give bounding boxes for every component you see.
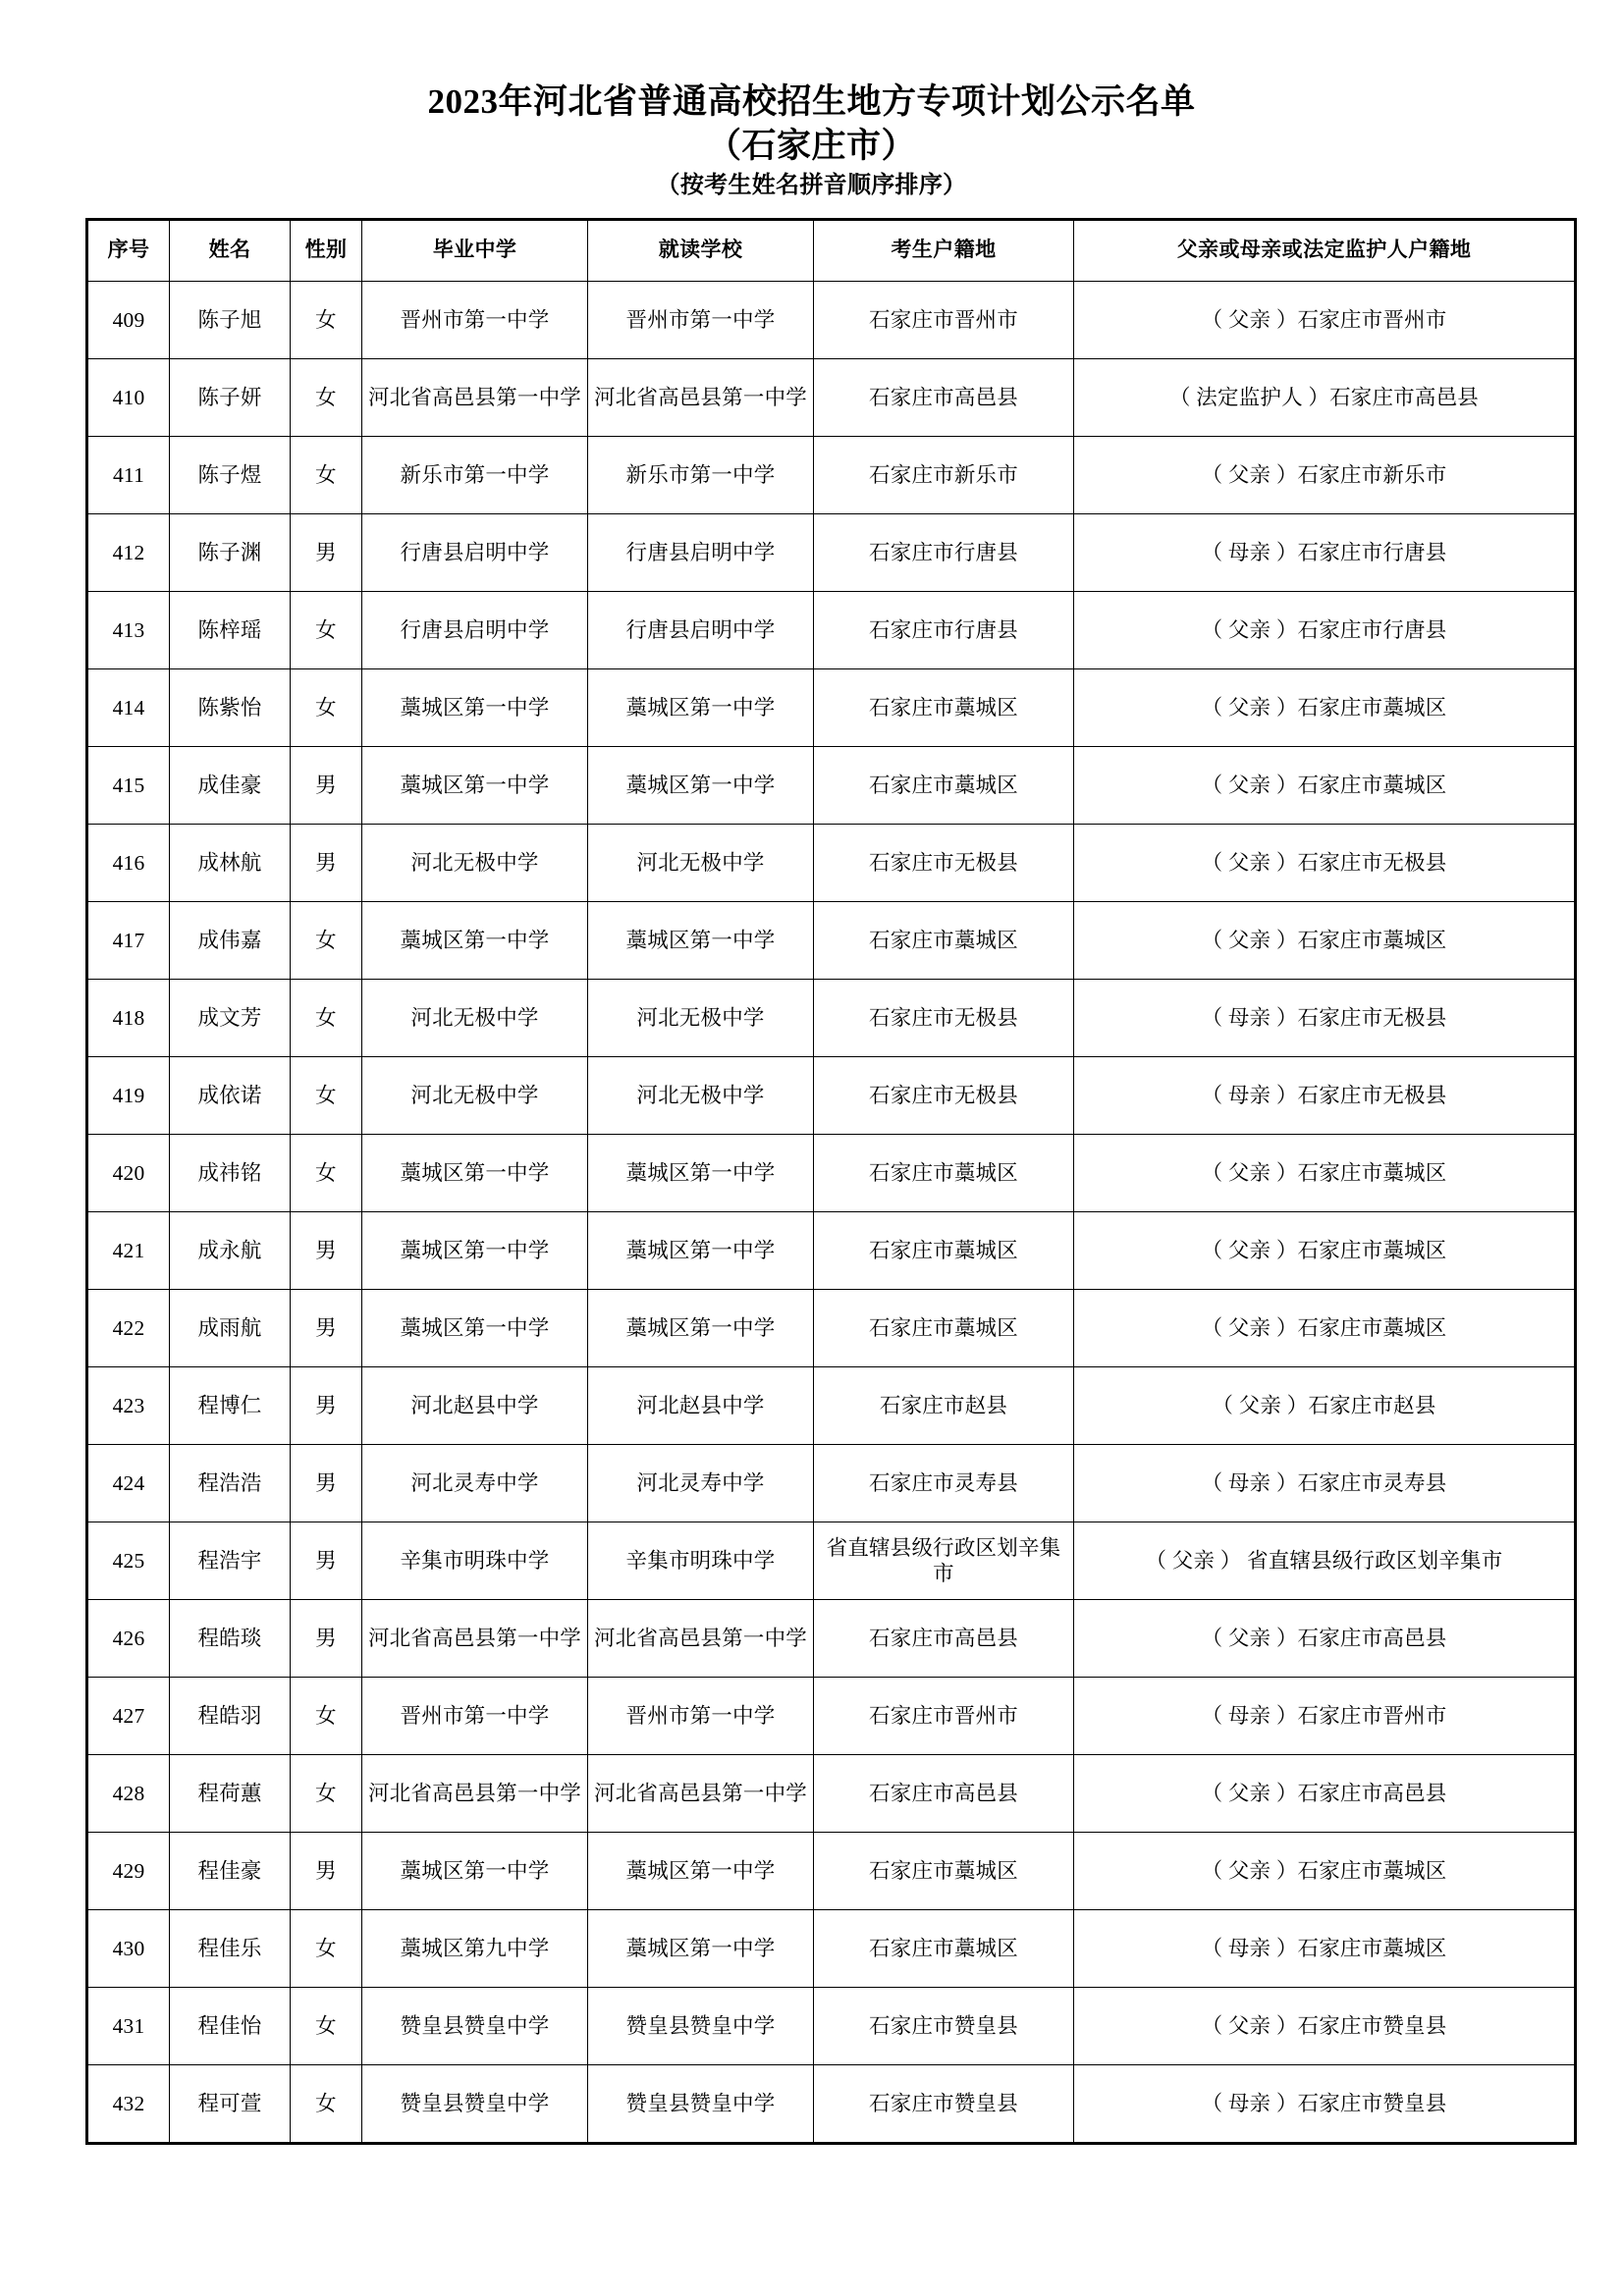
cell-study-school: 河北无极中学 (588, 824, 814, 901)
cell-candidate-domicile: 石家庄市藁城区 (814, 746, 1074, 824)
cell-guardian-domicile: （ 父亲 ）石家庄市藁城区 (1074, 901, 1576, 979)
cell-gender: 男 (291, 1289, 362, 1366)
table-row (87, 2064, 1576, 2143)
cell-guardian-domicile: （ 母亲 ）石家庄市无极县 (1074, 1056, 1576, 1134)
cell-candidate-domicile: 石家庄市行唐县 (814, 513, 1074, 591)
cell-guardian-domicile: （ 母亲 ）石家庄市灵寿县 (1074, 1444, 1576, 1522)
cell-index: 427 (87, 1677, 170, 1754)
cell-graduated-school: 藁城区第一中学 (362, 1211, 588, 1289)
cell-guardian-domicile: （ 父亲 ）石家庄市新乐市 (1074, 436, 1576, 513)
cell-name: 程佳乐 (170, 1909, 291, 1987)
cell-name: 成依诺 (170, 1056, 291, 1134)
table-row (87, 1987, 1576, 2064)
table-row (87, 1134, 1576, 1211)
cell-index: 423 (87, 1366, 170, 1444)
cell-study-school: 赞皇县赞皇中学 (588, 1987, 814, 2064)
cell-gender: 女 (291, 2064, 362, 2143)
cell-graduated-school: 河北无极中学 (362, 824, 588, 901)
table-row (87, 281, 1576, 358)
cell-index: 420 (87, 1134, 170, 1211)
cell-candidate-domicile: 石家庄市高邑县 (814, 1599, 1074, 1677)
cell-gender: 女 (291, 1677, 362, 1754)
cell-graduated-school: 行唐县启明中学 (362, 591, 588, 668)
cell-study-school: 河北省高邑县第一中学 (588, 1599, 814, 1677)
cell-guardian-domicile: （ 法定监护人 ）石家庄市高邑县 (1074, 358, 1576, 436)
cell-guardian-domicile: （ 父亲 ）石家庄市藁城区 (1074, 1289, 1576, 1366)
cell-gender: 男 (291, 1444, 362, 1522)
cell-candidate-domicile: 石家庄市无极县 (814, 1056, 1074, 1134)
cell-name: 陈梓瑶 (170, 591, 291, 668)
cell-guardian-domicile: （ 父亲 ）石家庄市藁城区 (1074, 1211, 1576, 1289)
cell-graduated-school: 河北省高邑县第一中学 (362, 1599, 588, 1677)
cell-study-school: 藁城区第一中学 (588, 901, 814, 979)
table-row (87, 1832, 1576, 1909)
cell-candidate-domicile: 石家庄市无极县 (814, 824, 1074, 901)
cell-name: 成永航 (170, 1211, 291, 1289)
cell-study-school: 藁城区第一中学 (588, 1134, 814, 1211)
cell-name: 程浩浩 (170, 1444, 291, 1522)
cell-gender: 女 (291, 436, 362, 513)
cell-gender: 女 (291, 1909, 362, 1987)
cell-name: 程博仁 (170, 1366, 291, 1444)
cell-graduated-school: 藁城区第一中学 (362, 746, 588, 824)
table-row (87, 668, 1576, 746)
cell-index: 425 (87, 1522, 170, 1599)
cell-index: 432 (87, 2064, 170, 2143)
cell-graduated-school: 赞皇县赞皇中学 (362, 1987, 588, 2064)
cell-graduated-school: 晋州市第一中学 (362, 281, 588, 358)
cell-study-school: 行唐县启明中学 (588, 591, 814, 668)
cell-candidate-domicile: 省直辖县级行政区划辛集市 (814, 1522, 1074, 1599)
cell-study-school: 新乐市第一中学 (588, 436, 814, 513)
table-row (87, 1522, 1576, 1599)
cell-name: 陈子煜 (170, 436, 291, 513)
cell-gender: 男 (291, 1522, 362, 1599)
cell-index: 414 (87, 668, 170, 746)
cell-graduated-school: 河北灵寿中学 (362, 1444, 588, 1522)
cell-candidate-domicile: 石家庄市赵县 (814, 1366, 1074, 1444)
cell-name: 程佳豪 (170, 1832, 291, 1909)
cell-graduated-school: 赞皇县赞皇中学 (362, 2064, 588, 2143)
cell-gender: 男 (291, 746, 362, 824)
cell-index: 416 (87, 824, 170, 901)
table-row (87, 901, 1576, 979)
cell-candidate-domicile: 石家庄市藁城区 (814, 1832, 1074, 1909)
cell-candidate-domicile: 石家庄市藁城区 (814, 1134, 1074, 1211)
cell-guardian-domicile: （ 父亲 ）石家庄市行唐县 (1074, 591, 1576, 668)
cell-study-school: 藁城区第一中学 (588, 746, 814, 824)
cell-gender: 女 (291, 979, 362, 1056)
table-row (87, 1366, 1576, 1444)
cell-graduated-school: 河北省高邑县第一中学 (362, 1754, 588, 1832)
cell-index: 419 (87, 1056, 170, 1134)
cell-index: 430 (87, 1909, 170, 1987)
table-row (87, 436, 1576, 513)
cell-candidate-domicile: 石家庄市高邑县 (814, 358, 1074, 436)
table-row (87, 1909, 1576, 1987)
cell-study-school: 河北无极中学 (588, 979, 814, 1056)
cell-guardian-domicile: （ 母亲 ）石家庄市行唐县 (1074, 513, 1576, 591)
cell-gender: 男 (291, 1832, 362, 1909)
cell-index: 421 (87, 1211, 170, 1289)
cell-name: 陈子渊 (170, 513, 291, 591)
column-header-study-school: 就读学校 (588, 219, 814, 281)
cell-guardian-domicile: （ 母亲 ）石家庄市藁城区 (1074, 1909, 1576, 1987)
cell-name: 成文芳 (170, 979, 291, 1056)
cell-candidate-domicile: 石家庄市无极县 (814, 979, 1074, 1056)
document-header (0, 0, 1623, 201)
page-title: 2023年河北省普通高校招生地方专项计划公示名单 (427, 82, 1196, 121)
table-header-row (87, 219, 1576, 281)
column-header-name: 姓名 (170, 219, 291, 281)
cell-gender: 女 (291, 668, 362, 746)
table-row (87, 746, 1576, 824)
cell-study-school: 河北赵县中学 (588, 1366, 814, 1444)
cell-guardian-domicile: （ 父亲 ）石家庄市藁城区 (1074, 746, 1576, 824)
table-row (87, 824, 1576, 901)
table-body (87, 281, 1576, 2143)
cell-index: 424 (87, 1444, 170, 1522)
cell-guardian-domicile: （ 父亲 ）石家庄市无极县 (1074, 824, 1576, 901)
cell-graduated-school: 河北无极中学 (362, 1056, 588, 1134)
cell-graduated-school: 藁城区第一中学 (362, 901, 588, 979)
cell-study-school: 藁城区第一中学 (588, 1289, 814, 1366)
cell-gender: 男 (291, 1211, 362, 1289)
cell-guardian-domicile: （ 父亲 ）石家庄市赵县 (1074, 1366, 1576, 1444)
cell-graduated-school: 晋州市第一中学 (362, 1677, 588, 1754)
table-row (87, 1599, 1576, 1677)
cell-guardian-domicile: （ 父亲 ）石家庄市赞皇县 (1074, 1987, 1576, 2064)
cell-study-school: 藁城区第一中学 (588, 668, 814, 746)
cell-guardian-domicile: （ 父亲 ）石家庄市晋州市 (1074, 281, 1576, 358)
table-row (87, 1211, 1576, 1289)
candidate-listing-table (85, 218, 1577, 2145)
cell-candidate-domicile: 石家庄市晋州市 (814, 281, 1074, 358)
cell-name: 陈紫怡 (170, 668, 291, 746)
cell-graduated-school: 藁城区第一中学 (362, 1289, 588, 1366)
cell-study-school: 晋州市第一中学 (588, 281, 814, 358)
cell-guardian-domicile: （ 父亲 ）石家庄市藁城区 (1074, 1832, 1576, 1909)
listing-table-container (85, 218, 1538, 2145)
cell-index: 418 (87, 979, 170, 1056)
table-row (87, 1056, 1576, 1134)
cell-name: 成祎铭 (170, 1134, 291, 1211)
cell-gender: 男 (291, 513, 362, 591)
column-header-guardian-domicile: 父亲或母亲或法定监护人户籍地 (1074, 219, 1576, 281)
cell-gender: 女 (291, 1056, 362, 1134)
cell-gender: 女 (291, 591, 362, 668)
cell-guardian-domicile: （ 母亲 ）石家庄市晋州市 (1074, 1677, 1576, 1754)
cell-guardian-domicile: （ 父亲 ）石家庄市藁城区 (1074, 668, 1576, 746)
cell-index: 428 (87, 1754, 170, 1832)
cell-name: 程浩宇 (170, 1522, 291, 1599)
cell-index: 429 (87, 1832, 170, 1909)
cell-candidate-domicile: 石家庄市藁城区 (814, 901, 1074, 979)
cell-name: 程皓琰 (170, 1599, 291, 1677)
cell-graduated-school: 河北省高邑县第一中学 (362, 358, 588, 436)
cell-candidate-domicile: 石家庄市灵寿县 (814, 1444, 1074, 1522)
cell-guardian-domicile: （ 父亲 ）石家庄市高邑县 (1074, 1754, 1576, 1832)
cell-gender: 男 (291, 1366, 362, 1444)
column-header-candidate-domicile: 考生户籍地 (814, 219, 1074, 281)
cell-study-school: 藁城区第一中学 (588, 1211, 814, 1289)
cell-candidate-domicile: 石家庄市赞皇县 (814, 1987, 1074, 2064)
cell-candidate-domicile: 石家庄市藁城区 (814, 1909, 1074, 1987)
cell-study-school: 辛集市明珠中学 (588, 1522, 814, 1599)
cell-graduated-school: 藁城区第一中学 (362, 1832, 588, 1909)
cell-candidate-domicile: 石家庄市藁城区 (814, 1289, 1074, 1366)
table-row (87, 513, 1576, 591)
cell-candidate-domicile: 石家庄市高邑县 (814, 1754, 1074, 1832)
cell-graduated-school: 新乐市第一中学 (362, 436, 588, 513)
cell-study-school: 藁城区第一中学 (588, 1832, 814, 1909)
table-head (87, 219, 1576, 281)
sort-order-note: （按考生姓名拼音顺序排序） (656, 172, 967, 198)
cell-candidate-domicile: 石家庄市晋州市 (814, 1677, 1074, 1754)
cell-study-school: 河北无极中学 (588, 1056, 814, 1134)
cell-gender: 女 (291, 1754, 362, 1832)
cell-study-school: 河北灵寿中学 (588, 1444, 814, 1522)
cell-name: 成雨航 (170, 1289, 291, 1366)
cell-graduated-school: 河北赵县中学 (362, 1366, 588, 1444)
cell-name: 陈子旭 (170, 281, 291, 358)
cell-study-school: 河北省高邑县第一中学 (588, 358, 814, 436)
cell-name: 程可萱 (170, 2064, 291, 2143)
cell-name: 程皓羽 (170, 1677, 291, 1754)
cell-name: 程荷蕙 (170, 1754, 291, 1832)
table-row (87, 1289, 1576, 1366)
table-row (87, 1754, 1576, 1832)
cell-name: 陈子妍 (170, 358, 291, 436)
table-row (87, 358, 1576, 436)
cell-study-school: 藁城区第一中学 (588, 1909, 814, 1987)
cell-guardian-domicile: （ 父亲 ）石家庄市藁城区 (1074, 1134, 1576, 1211)
cell-guardian-domicile: （ 母亲 ）石家庄市赞皇县 (1074, 2064, 1576, 2143)
table-row (87, 1444, 1576, 1522)
cell-guardian-domicile: （ 母亲 ）石家庄市无极县 (1074, 979, 1576, 1056)
cell-index: 422 (87, 1289, 170, 1366)
cell-name: 成佳豪 (170, 746, 291, 824)
cell-guardian-domicile: （ 父亲 ）石家庄市高邑县 (1074, 1599, 1576, 1677)
cell-index: 409 (87, 281, 170, 358)
cell-study-school: 河北省高邑县第一中学 (588, 1754, 814, 1832)
cell-name: 程佳怡 (170, 1987, 291, 2064)
cell-candidate-domicile: 石家庄市新乐市 (814, 436, 1074, 513)
cell-candidate-domicile: 石家庄市藁城区 (814, 668, 1074, 746)
column-header-index: 序号 (87, 219, 170, 281)
cell-gender: 女 (291, 358, 362, 436)
cell-study-school: 赞皇县赞皇中学 (588, 2064, 814, 2143)
cell-gender: 女 (291, 901, 362, 979)
cell-study-school: 行唐县启明中学 (588, 513, 814, 591)
column-header-graduated-school: 毕业中学 (362, 219, 588, 281)
cell-gender: 女 (291, 1987, 362, 2064)
table-row (87, 1677, 1576, 1754)
cell-graduated-school: 藁城区第一中学 (362, 1134, 588, 1211)
cell-name: 成伟嘉 (170, 901, 291, 979)
cell-gender: 男 (291, 1599, 362, 1677)
table-row (87, 979, 1576, 1056)
cell-index: 413 (87, 591, 170, 668)
cell-index: 411 (87, 436, 170, 513)
table-row (87, 591, 1576, 668)
cell-index: 412 (87, 513, 170, 591)
cell-index: 417 (87, 901, 170, 979)
cell-guardian-domicile: （ 父亲 ） 省直辖县级行政区划辛集市 (1074, 1522, 1576, 1599)
cell-graduated-school: 藁城区第一中学 (362, 668, 588, 746)
cell-index: 426 (87, 1599, 170, 1677)
cell-graduated-school: 辛集市明珠中学 (362, 1522, 588, 1599)
cell-index: 431 (87, 1987, 170, 2064)
cell-candidate-domicile: 石家庄市赞皇县 (814, 2064, 1074, 2143)
cell-candidate-domicile: 石家庄市行唐县 (814, 591, 1074, 668)
cell-graduated-school: 河北无极中学 (362, 979, 588, 1056)
cell-gender: 女 (291, 1134, 362, 1211)
cell-study-school: 晋州市第一中学 (588, 1677, 814, 1754)
cell-index: 415 (87, 746, 170, 824)
cell-candidate-domicile: 石家庄市藁城区 (814, 1211, 1074, 1289)
cell-index: 410 (87, 358, 170, 436)
cell-gender: 女 (291, 281, 362, 358)
cell-name: 成林航 (170, 824, 291, 901)
cell-graduated-school: 藁城区第九中学 (362, 1909, 588, 1987)
page-subtitle: （石家庄市） (706, 126, 916, 165)
cell-graduated-school: 行唐县启明中学 (362, 513, 588, 591)
cell-gender: 男 (291, 824, 362, 901)
column-header-gender: 性别 (291, 219, 362, 281)
